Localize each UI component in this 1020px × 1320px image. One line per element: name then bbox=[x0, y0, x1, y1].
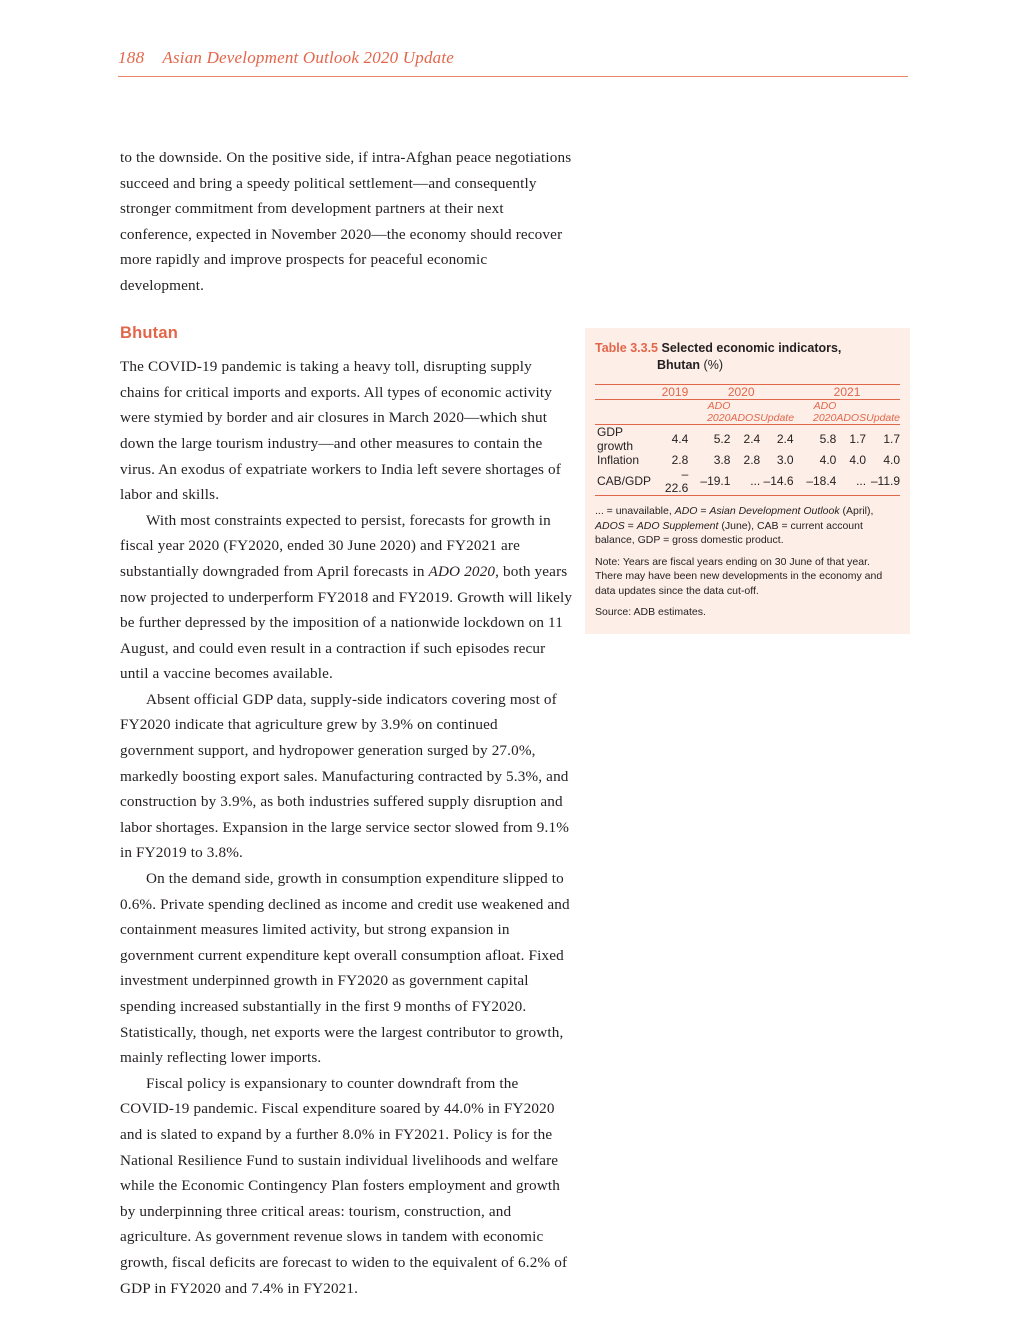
cell-inflation-2020-update: 3.0 bbox=[776, 453, 794, 467]
paragraph-1: The COVID-19 pandemic is taking a heavy toll, disrupting supply chains for critical imports and exports. All types of economic activity were stymied by border and air closures in March 2020—which shut down the large tourism industry—and other measures to contain the virus. An exodus of expatriate workers to India left severe shortages of labor and skills. bbox=[120, 358, 561, 504]
paragraph-3: Absent official GDP data, supply-side indicators covering most of FY2020 indicate that agriculture grew by 3.9% on continued government support, and hydropower generation surged by 27.0%, markedly boosting export sales. Manufacturing contracted by 5.3%, and construction by 3.9%, as both industries suffered supply disruption and labor shortages. Expansion in the large service sector slowed from 9.1% in FY2019 to 3.8%. bbox=[120, 690, 569, 862]
table-row bbox=[595, 425, 900, 454]
table-year-header-row bbox=[595, 385, 900, 400]
legend-ado-full-italic: Asian Development Outlook bbox=[709, 505, 840, 517]
cell-inflation-2021-update: 4.0 bbox=[883, 453, 900, 467]
cell-gdp-2020-ado: 5.2 bbox=[713, 432, 731, 446]
cell-gdp-2020-update: 2.4 bbox=[776, 432, 794, 446]
page-number: 188 bbox=[118, 48, 145, 67]
section-heading-bhutan: Bhutan bbox=[120, 323, 179, 342]
paragraph-continued: to the downside. On the positive side, if intra-Afghan peace negotiations succeed and bring a speedy political settlement—and consequently stronger commitment from development partners at their next conference, expected in November 2020—the economy should recover more rapidly and improve prospects for peaceful economic development. bbox=[120, 149, 572, 294]
subheader-2020-update: Update bbox=[760, 400, 794, 425]
table-subheader-row bbox=[595, 400, 900, 425]
table-row bbox=[595, 453, 900, 467]
subheader-2020-ado bbox=[688, 400, 730, 425]
paragraph-4: On the demand side, growth in consumption expenditure slipped to 0.6%. Private spending declined as income and credit use weakened and containment measures limited activity, but strong expansion in government current expenditure kept overall consumption afloat. Fixed investment underpinned growth in FY2020 as government capital spending increased substantially in the first 9 months of FY2020. Statistically, though, net exports were the largest contributor to growth, mainly reflecting lower imports. bbox=[120, 870, 570, 1067]
subheader-blank-2019 bbox=[659, 400, 688, 425]
cell-gdp-2019: 4.4 bbox=[671, 432, 689, 446]
header-year-2021: 2021 bbox=[794, 385, 900, 400]
cell-gdp-2021-update: 1.7 bbox=[883, 432, 900, 446]
row-label-inflation: Inflation bbox=[597, 453, 640, 467]
cell-cab-2020-ados: ... bbox=[730, 467, 760, 496]
cell-inflation-2020-ados: 2.8 bbox=[743, 453, 761, 467]
indicators-table-box bbox=[585, 328, 910, 634]
cell-inflation-2021-ados: 4.0 bbox=[849, 453, 867, 467]
cell-cab-2019: –22.6 bbox=[659, 467, 688, 496]
legend-rest: (June), CAB = current account balance, GDP = gross domestic product. bbox=[595, 519, 863, 546]
legend-april: (April), bbox=[839, 505, 874, 517]
table-number: Table 3.3.5 bbox=[595, 341, 658, 355]
paragraph-2-italic-ado: ADO 2020 bbox=[428, 562, 496, 580]
table-caption bbox=[585, 328, 910, 378]
publication-title: Asian Development Outlook 2020 Update bbox=[162, 48, 455, 67]
table-head bbox=[595, 385, 900, 425]
cell-inflation-2020-ado: 3.8 bbox=[713, 453, 731, 467]
paragraph-5: Fiscal policy is expansionary to counter downdraft from the COVID-19 pandemic. Fiscal expenditure soared by 44.0% in FY2020 and is slated to expand by a further 8.0% in FY2021. Policy is for the National Resilience Fund to sustain individual livelihoods and welfare while the Economic Contingency Plan fosters employment and growth by underpinning three critical areas: tourism, construction, and agriculture. As government revenue slows in tandem with economic growth, fiscal deficits are forecast to widen to the equivalent of 6.2% of GDP in FY2020 and 7.4% in FY2021. bbox=[120, 1074, 568, 1297]
row-label-cab-gdp: CAB/GDP bbox=[595, 467, 659, 496]
table-caption-country: Bhutan bbox=[657, 358, 701, 372]
header-blank bbox=[595, 385, 659, 400]
cell-gdp-2021-ado: 5.8 bbox=[794, 425, 836, 454]
cell-gdp-2020-ados: 2.4 bbox=[743, 432, 761, 446]
subheader-2021-ados: ADOS bbox=[836, 400, 866, 425]
legend-ado-italic: ADO bbox=[674, 505, 698, 517]
subheader-2021-ado bbox=[794, 400, 836, 425]
indicators-table bbox=[595, 384, 900, 496]
row-label-gdp-growth: GDP growth bbox=[597, 425, 634, 453]
cell-cab-2020-ado: –19.1 bbox=[688, 467, 730, 496]
subheader-2021-update: Update bbox=[866, 400, 900, 425]
header-year-2020: 2020 bbox=[688, 385, 794, 400]
legend-ados-italic: ADOS bbox=[595, 519, 625, 532]
main-text-column bbox=[120, 145, 575, 1301]
cell-inflation-2021-ado: 4.0 bbox=[794, 453, 836, 467]
cell-cab-2021-ados: ... bbox=[836, 467, 866, 496]
table-notes bbox=[585, 496, 910, 634]
legend-ados-full-italic: ADO Supplement bbox=[636, 519, 719, 532]
paragraph-2-part-a: With most constraints expected to persist, forecasts for growth in fiscal year 2020 (FY2020, ended 30 June 2020) and FY2021 are substantially downgraded from April forecasts in bbox=[120, 511, 551, 580]
cell-gdp-2021-ados: 1.7 bbox=[849, 432, 867, 446]
header-year-2019: 2019 bbox=[659, 385, 688, 400]
cell-cab-2021-ado: –18.4 bbox=[794, 467, 836, 496]
paragraph-2 bbox=[120, 508, 575, 687]
subheader-2020-ado-line1: ADO 2020 bbox=[707, 400, 731, 424]
table-caption-line2 bbox=[657, 357, 900, 374]
subheader-blank bbox=[595, 400, 659, 425]
page-header bbox=[118, 48, 908, 77]
legend-eq1: = bbox=[697, 505, 710, 517]
table-legend bbox=[595, 504, 898, 548]
table-note: Note: Years are fiscal years ending on 30 June of that year. There may have been new developments in the economy and data updates since the data cut-off. bbox=[595, 555, 883, 597]
table-source: Source: ADB estimates. bbox=[595, 606, 706, 618]
table-body bbox=[595, 425, 900, 496]
paragraph-2-part-b: , both years now projected to underperform FY2018 and FY2019. Growth will likely be further depressed by the imposition of a nationwide lockdown on 11 August, and could even result in a contraction if such episodes recur until a vaccine becomes available. bbox=[120, 562, 573, 683]
legend-eq2: = bbox=[624, 519, 637, 532]
subheader-2021-ado-line1: ADO 2020 bbox=[812, 400, 837, 424]
subheader-2020-ados: ADOS bbox=[730, 400, 760, 425]
table-caption-unit: (%) bbox=[703, 358, 723, 372]
cell-inflation-2019: 2.8 bbox=[671, 453, 689, 467]
cell-cab-2020-update: –14.6 bbox=[760, 467, 794, 496]
table-caption-text: Selected economic indicators, bbox=[661, 341, 842, 355]
cell-cab-2021-update: –11.9 bbox=[866, 467, 900, 496]
table-row bbox=[595, 467, 900, 496]
legend-unavailable: ... = unavailable, bbox=[595, 505, 675, 517]
